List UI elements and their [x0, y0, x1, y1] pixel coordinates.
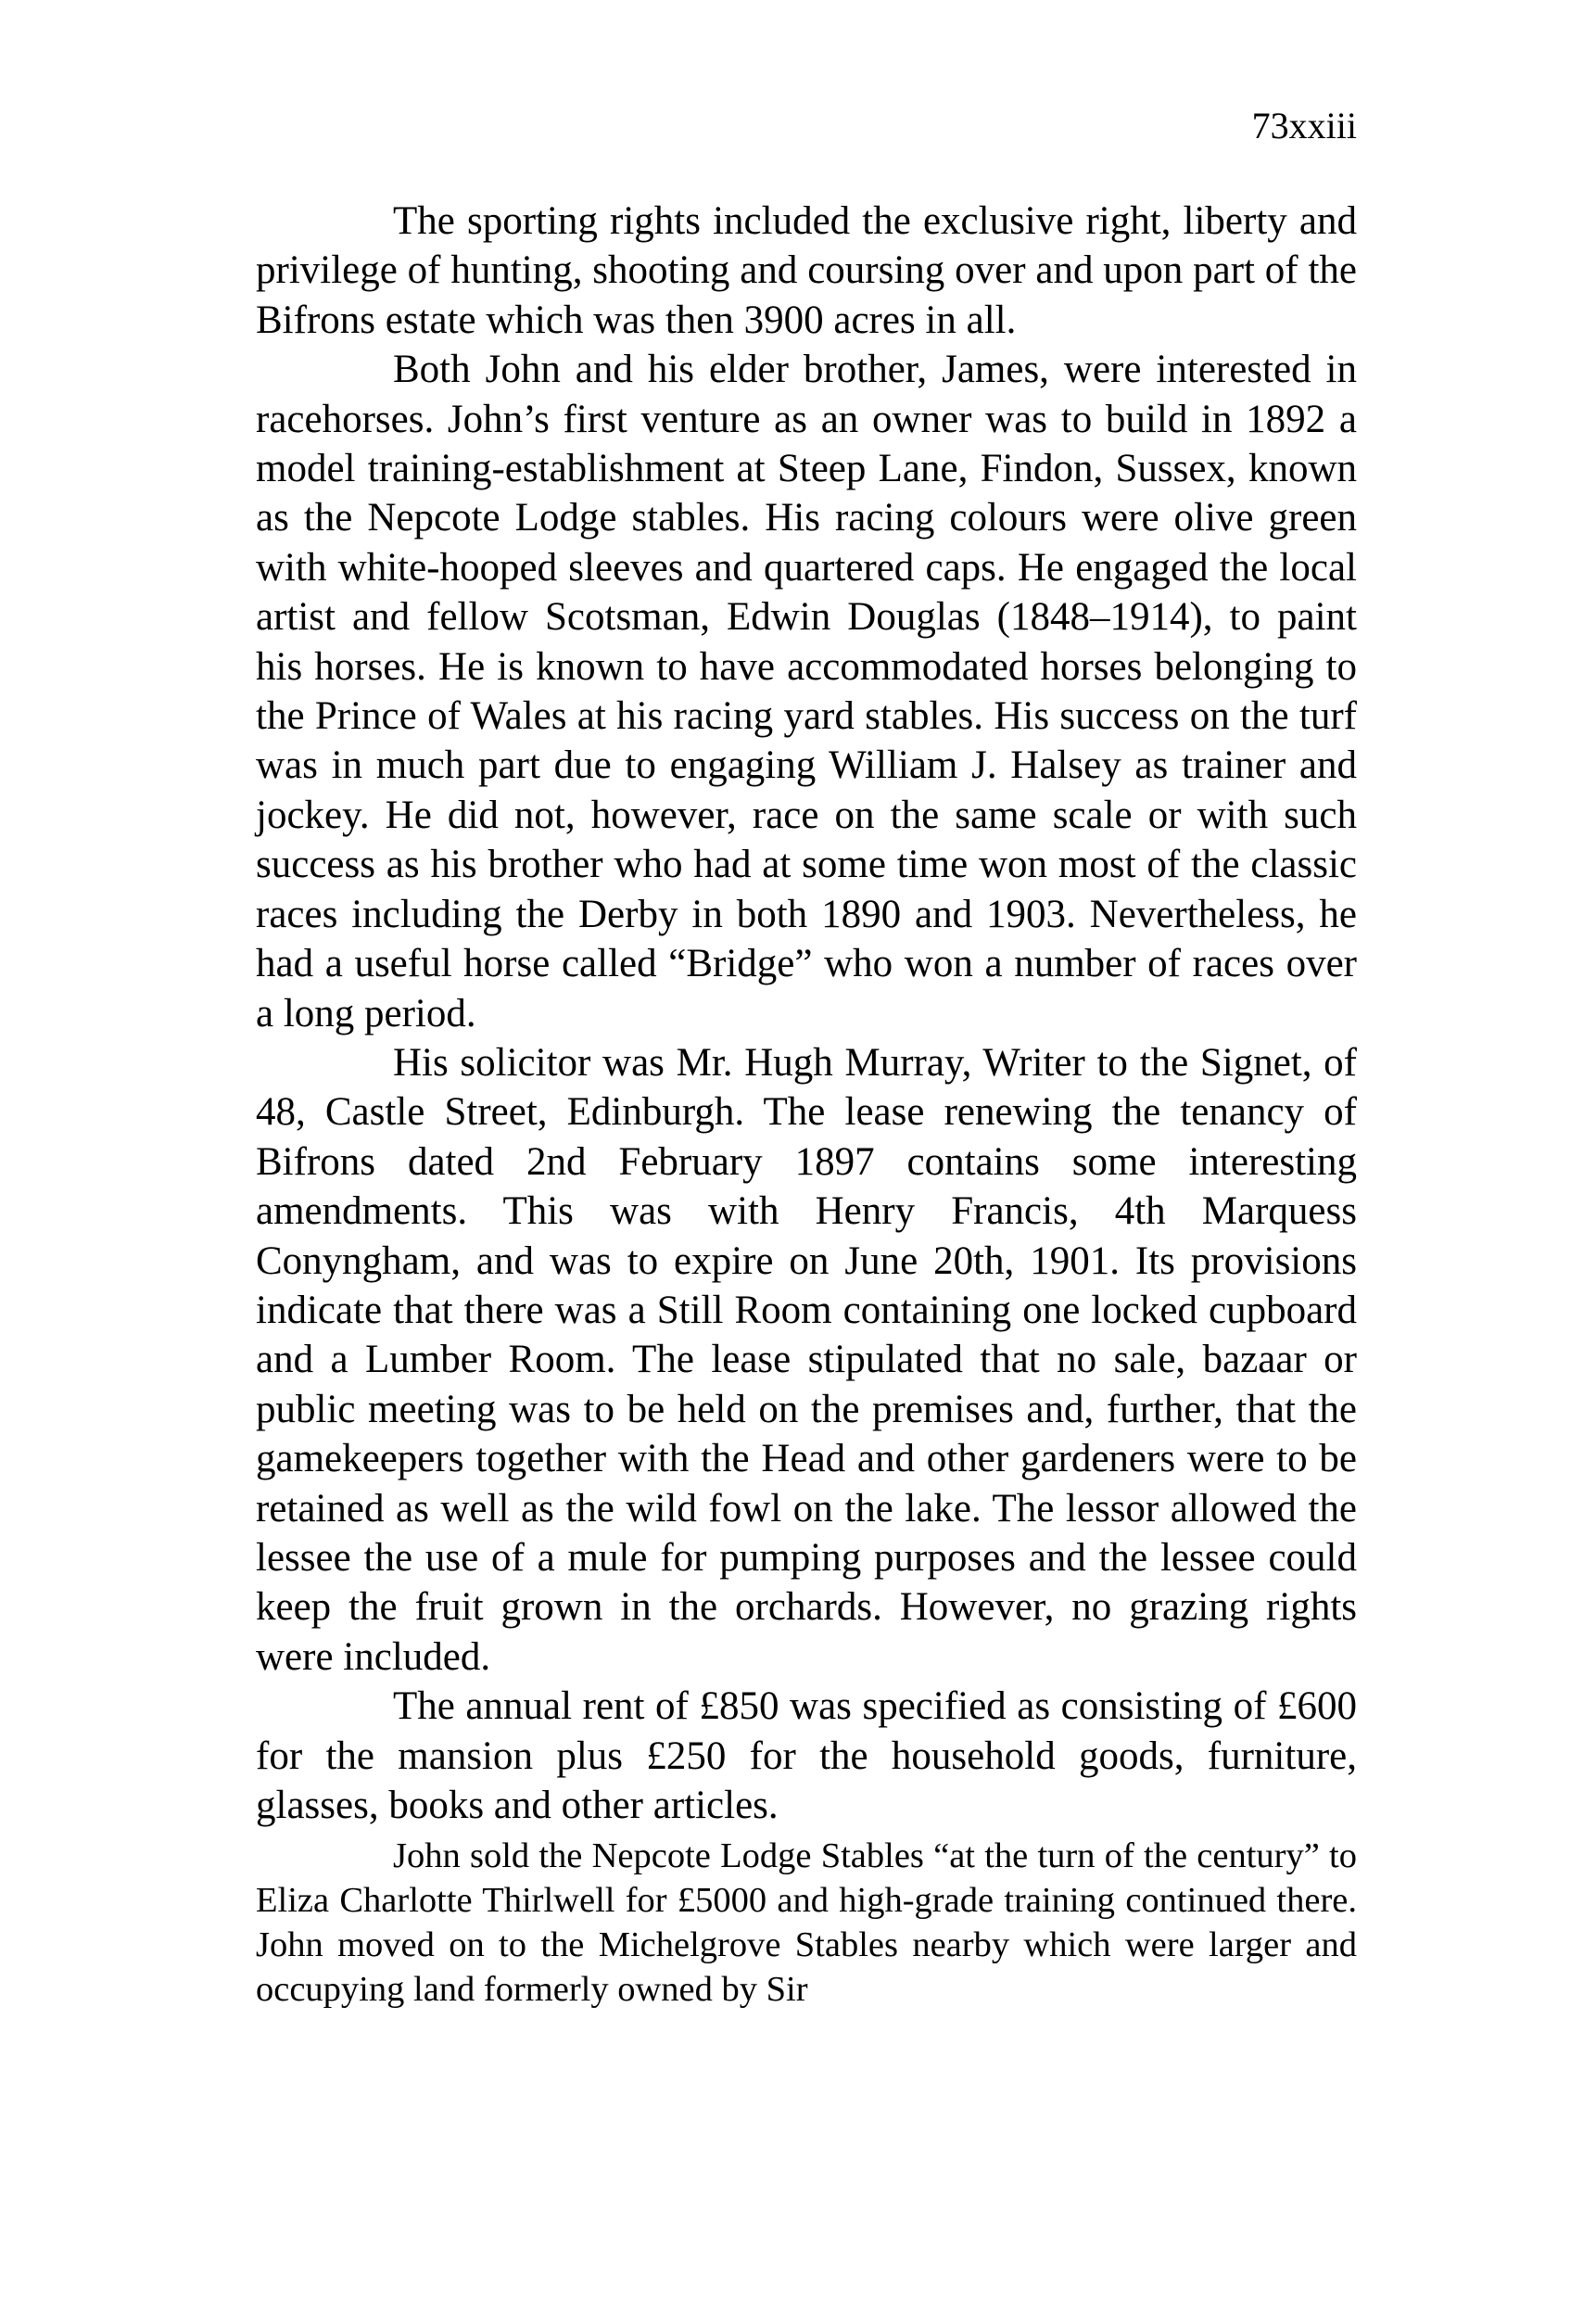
- paragraph-nepcote-sale: John sold the Nepcote Lodge Stables “at the turn of the century” to Eliza Charlotte Thirlwell for £5000 and high-grade training continued there. John moved on to the Michelgrove Stables nearby which were larger and occupying land formerly owned by Sir: [256, 1836, 1357, 2010]
- paragraph-annual-rent: The annual rent of £850 was specified as consisting of £600 for the mansion plus £250 for the household goods, furniture, glasses, books and other articles.: [256, 1684, 1357, 1827]
- body-text: [256, 197, 1357, 2012]
- paragraph-sporting-rights: The sporting rights included the exclusive right, liberty and privilege of hunting, shooting and coursing over and upon part of the Bifrons estate which was then 3900 acres in all.: [256, 199, 1357, 342]
- page-number-text: 73xxiii: [1251, 105, 1357, 146]
- page-number: [1252, 104, 1357, 148]
- paragraph-racehorses: Both John and his elder brother, James, were interested in racehorses. John’s first venture as an owner was to build in 1892 a model training-establishment at Steep Lane, Findon, Sussex, known as the Nepcote Lodge stables. His racing colours were olive green with white-hooped sleeves and quartered caps. He engaged the local artist and fellow Scotsman, Edwin Douglas (1848–1914), to paint his horses. He is known to have accommodated horses belonging to the Prince of Wales at his racing yard stables. His success on the turf was in much part due to engaging William J. Halsey as trainer and jockey. He did not, however, race on the same scale or with such success as his brother who had at some time won most of the classic races including the Derby in both 1890 and 1903. Nevertheless, he had a useful horse called “Bridge” who won a number of races over a long period.: [256, 348, 1357, 1035]
- page-number-wrap: [1252, 104, 1357, 148]
- paragraph-solicitor-lease: His solicitor was Mr. Hugh Murray, Writer to the Signet, of 48, Castle Street, Edinburgh. The lease renewing the tenancy of Bifrons dated 2nd February 1897 contains some interesting amendments. This was with Henry Francis, 4th Marquess Conyngham, and was to expire on June 20th, 1901. Its provisions indicate that there was a Still Room containing one locked cupboard and a Lumber Room. The lease stipulated that no sale, bazaar or public meeting was to be held on the premises and, further, that the gamekeepers together with the Head and other gardeners were to be retained as well as the wild fowl on the lake. The lessor allowed the lessee the use of a mule for pumping purposes and the lessee could keep the fruit grown in the orchards. However, no grazing rights were included.: [256, 1040, 1357, 1679]
